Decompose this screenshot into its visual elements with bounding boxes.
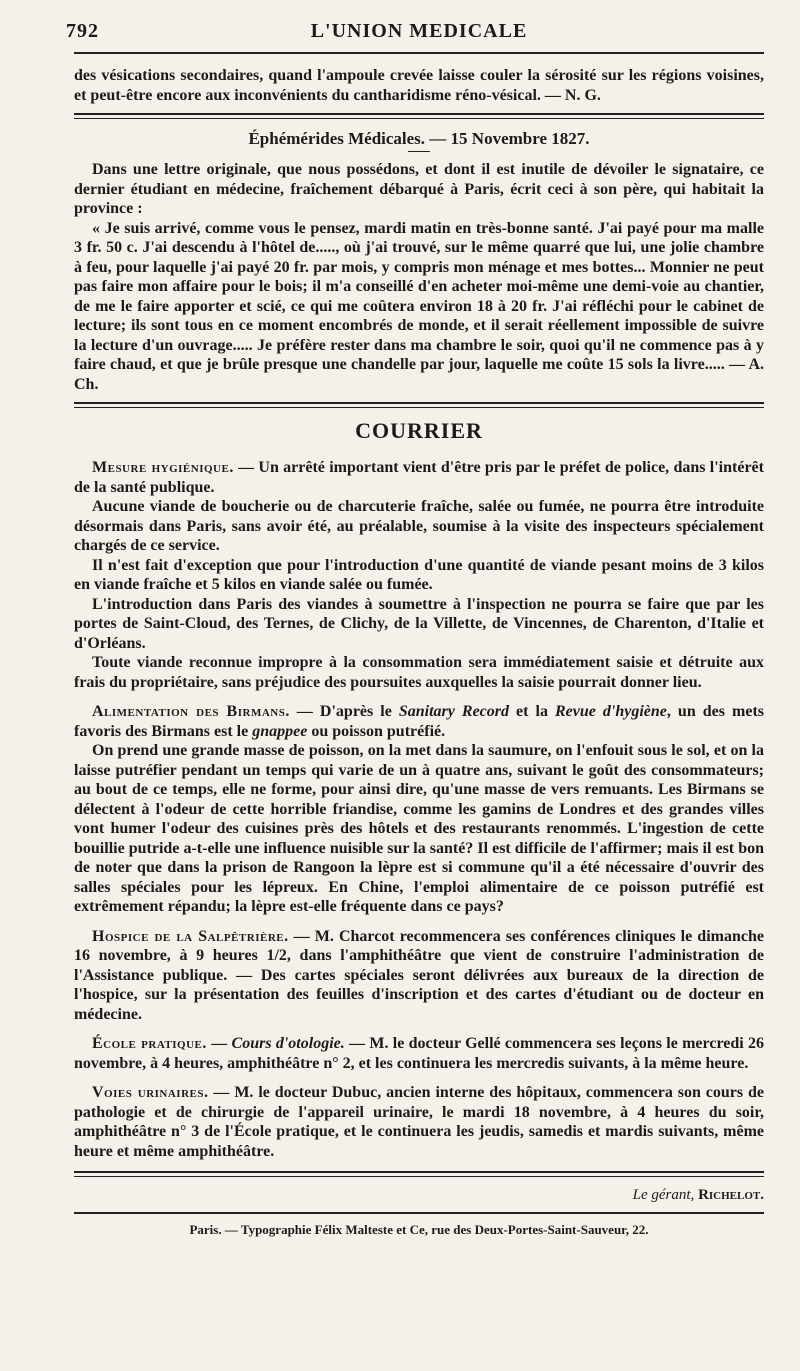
imprint-rule — [74, 1212, 764, 1214]
hospice-label: Hospice de la Salpêtrière. — [92, 927, 289, 945]
ecole-dash: — — [206, 1035, 232, 1052]
courrier-heading: COURRIER — [355, 418, 483, 443]
hospice-paragraph — [74, 927, 764, 1025]
ephemerides-quote — [74, 219, 764, 395]
ecole-paragraph — [74, 1034, 764, 1073]
imprint: Paris. — Typographie Félix Malteste et Ce, rue des Deux-Portes-Saint-Sauveur, 22. — [189, 1222, 649, 1237]
mesure-paragraph-2: Il n'est fait d'exception que pour l'introduction d'une quantité de viande pesant moins de 3 kilos en viande fraîche et 5 kilos en viande salée ou fumée. — [74, 556, 764, 593]
page-number: 792 — [66, 20, 99, 42]
section-rule — [74, 113, 764, 119]
mesure-paragraph-3: L'introduction dans Paris des viandes à soumettre à l'inspection ne pourra se faire que par les portes de Saint-Cloud, des Ternes, de Clichy, de la Villette, de Vincennes, de Charenton, d'Italie et d'Orléans. — [74, 595, 764, 652]
term-gnappee: gnappee — [252, 722, 308, 740]
ephemerides-intro: Dans une lettre originale, que nous possédons, et dont il est inutile de dévoiler le signataire, ce dernier étudiant en médecine, fraîchement débarqué à Paris, écrit ceci à son père, qui habitait la province : — [74, 161, 764, 217]
journal-title: L'UNION MEDICALE — [310, 20, 528, 42]
voies-section — [74, 1083, 764, 1161]
ecole-section — [74, 1034, 764, 1073]
section-rule-2 — [74, 402, 764, 408]
voies-paragraph — [74, 1083, 764, 1161]
ecole-course: Cours d'otologie. — [231, 1035, 345, 1052]
voies-label: Voies urinaires. — [92, 1084, 209, 1101]
page — [66, 18, 765, 1238]
alimentation-lead-a: — D'après le — [289, 703, 399, 720]
hospice-text: — M. Charcot recommencera ses conférences cliniques le dimanche 16 novembre, à 9 heures 1/2, dans l'amphithéâtre que vient de construire l'administration de l'Assistance publique. — Des cartes spéciales seront délivrées aux bureaux de la direction de l'hospice, sur la présentation des feuilles d'inscription et des cartes d'étudiant ou de docteur en médecine. — [74, 927, 764, 1023]
signature: — A. Ch. — [74, 356, 765, 393]
ecole-label: École pratique. — [92, 1035, 207, 1052]
mesure-label: Mesure hygiénique. — [92, 459, 234, 476]
mesure-lead — [74, 458, 764, 497]
source-sanitary-record: Sanitary Record — [398, 703, 510, 720]
alimentation-lead-c: , un des mets favoris des Birmans est le — [74, 703, 764, 740]
mesure-paragraph-1: Aucune viande de boucherie ou de charcuterie fraîche, salée ou fumée, ne pourra être introduite désormais dans Paris, sans avoir été, au préalable, soumise à la visite des inspecteurs spécialement chargés de ce service. — [74, 498, 764, 554]
footer-rule — [74, 1171, 764, 1177]
mesure-paragraph-4: Toute viande reconnue impropre à la consommation sera immédiatement saisie et détruite aux frais du propriétaire, sans préjudice des poursuites auxquelles la saisie pourrait donner lieu. — [74, 654, 764, 691]
ecole-text: — M. le docteur Gellé commencera ses leçons le mercredi 26 novembre, à 4 heures, amphithéâtre n° 2, et les continuera les mercredis suivants, à la même heure. — [74, 1035, 765, 1072]
alimentation-section — [74, 702, 764, 917]
alimentation-lead-b: et la — [509, 703, 555, 720]
header-rule — [74, 52, 764, 54]
gerant-name: Richelot. — [698, 1187, 764, 1203]
alimentation-paragraph: On prend une grande masse de poisson, on la met dans la saumure, on l'enfouit sous le sol, et on la laisse putréfier pendant un temps qui varie de un à quatre ans, suivant le goût des consommateurs; au bout de ce temps, elle ne forme, pour ainsi dire, qu'une masse de vers remuants. Les Birmans se délectent à l'odeur de cette horrible friandise, comme les gamins de Londres et des grandes villes vont humer l'odeur des cuisines près des hôtels et des restaurants renommés. L'ingestion de cette bouillie putride a-t-elle une influence nuisible sur la santé? Il est difficile de l'affirmer; mais il est bon de noter que dans la prison de Rangoon la lèpre est si commune qu'il a été nécessaire d'ouvrir des salles spéciales pour les lépreux. En Chine, l'emploi alimentaire de ce poisson putréfié est extrêmement répandu; la lèpre est-elle fréquente dans ce pays? — [74, 742, 764, 915]
letter-quote: « Je suis arrivé, comme vous le pensez, mardi matin en très-bonne santé. J'ai payé pour ma malle 3 fr. 50 c. J'ai descendu à l'hôtel de....., où j'ai trouvé, sur le même quarré que lui, une jolie chambre à feu, pour laquelle j'ai payé 20 fr. par mois, y compris mon ménage et mes bottes... Monnier ne peut pas faire mon affaire pour le bois; il m'a conseillé d'en acheter moi-même une demi-voie au chantier, de me le faire apporter et scié, ce qui me coûtera environ 18 à 20 fr. J'ai réfléchi pour le cabinet de lecture; ils sont tous en ce moment encombrés de monde, et il serait réellement impossible de suivre la lecture d'un ouvrage..... Je préfère rester dans ma chambre le soir, quoi qu'il ne commence pas à y faire chaud, et que je brûle presque une chandelle par jour, laquelle me coûte 15 sols la livre..... — [74, 219, 764, 373]
small-rule — [408, 151, 430, 152]
mesure-section — [74, 458, 764, 692]
gerant-label: Le gérant, — [632, 1187, 695, 1203]
mesure-lead-text: — Un arrêté important vient d'être pris par le préfet de police, dans l'intérêt de la santé publique. — [74, 459, 764, 496]
ephemerides-title: Éphémérides Médicales. — 15 Novembre 1827. — [248, 129, 590, 148]
running-head — [66, 18, 764, 52]
source-revue-hygiene: Revue d'hygiène — [554, 703, 667, 720]
gerant-line — [74, 1187, 764, 1204]
voies-text: — M. le docteur Dubuc, ancien interne des hôpitaux, commencera son cours de pathologie et de chirurgie de l'appareil urinaire, le mardi 18 novembre, à 4 heures du soir, amphithéâtre n° 3 de l'École pratique, et le continuera les jeudis, samedis et mardis suivants, même heure et même amphithéâtre. — [74, 1084, 764, 1160]
alimentation-lead — [74, 702, 764, 741]
alimentation-label: Alimentation des Birmans. — [92, 703, 290, 720]
continued-paragraph: des vésications secondaires, quand l'ampoule crevée laisse couler la sérosité sur les régions voisines, et peut-être encore aux inconvénients du cantharidisme réno-vésical. — N. G. — [74, 67, 764, 104]
alimentation-lead-d: ou poisson putréfié. — [307, 722, 446, 740]
hospice-section — [74, 927, 764, 1025]
